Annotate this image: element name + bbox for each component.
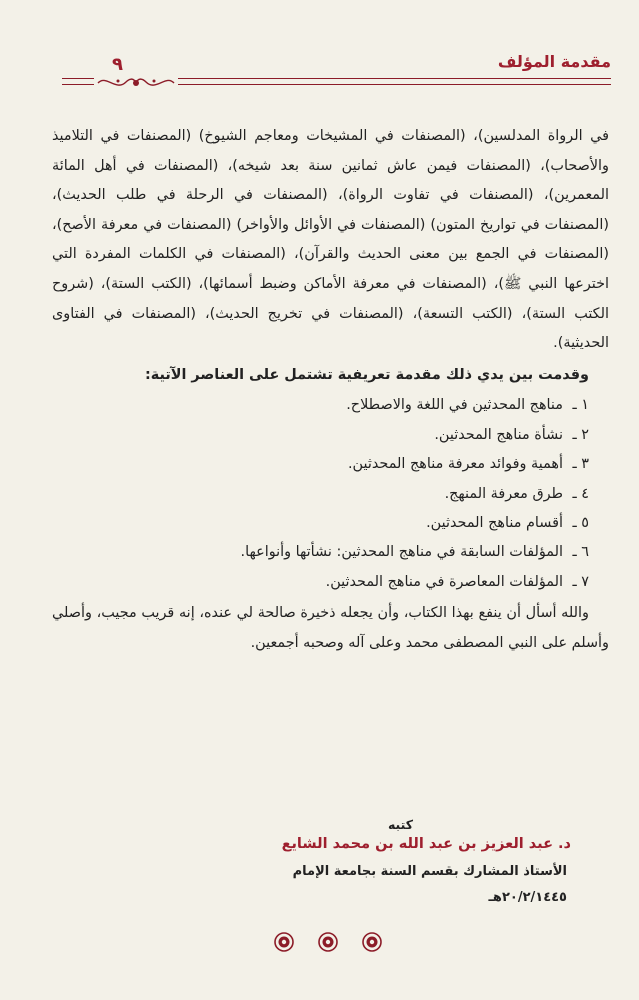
list-item [52,509,589,538]
flourish-ornament-icon [94,70,178,94]
item-text: أهمية وفوائد معرفة مناهج المحدثين. [347,456,563,473]
item-text: طرق معرفة المنهج. [444,485,563,502]
signature-label: كتبه [387,817,413,832]
page-number: ٩ [112,54,123,75]
list-item [52,421,589,450]
list-item [52,568,589,597]
author-role: الأستاذ المشارك بقسم السنة بجامعة الإمام [292,864,567,879]
item-number: ٥ ـ [572,514,589,531]
closing-prayer: والله أسأل أن ينفع بهذا الكتاب، وأن يجعله ذخيرة صالحة لي عنده، إنه قريب مجيب، وأصلي وأسلم على النبي المصطفى محمد وعلى آله وصحبه أجمعين. [52,605,609,651]
item-text: مناهج المحدثين في اللغة والاصطلاح. [346,397,563,414]
list-item [52,450,589,479]
elements-lead: وقدمت بين يدي ذلك مقدمة تعريفية تشتمل على العناصر الآتية: [145,366,589,383]
item-text: المؤلفات المعاصرة في مناهج المحدثين. [325,573,563,590]
item-number: ٧ ـ [572,573,589,590]
intro-paragraph: في الرواة المدلسين)، (المصنفات في المشيخات ومعاجم الشيوخ) (المصنفات في التلاميذ والأصحاب)، (المصنفات فيمن عاش ثمانين سنة بعد شيخه)، (المصنفات في أهل المائة المعمرين)، (المصنفات في تفاوت الرواة)، (المصنفات في الرحلة في طلب الحديث)، (المصنفات في تواريخ المتون) (المصنفات في الأوائل والأواخر) (المصنفات في معرفة الأصح)، (المصنفات في الجمع بين معنى الحديث والقرآن)، (المصنفات في الكلمات المفردة التي اخترعها النبي ﷺ)، (المصنفات في معرفة الأماكن وضبط أسمائها)، (الكتب الستة)، (شروح الكتب الستة)، (الكتب التسعة)، (المصنفات في تخريج الحديث)، (المصنفات في الفتاوى الحديثية). [52,128,609,352]
signature-date: ٢٠/٢/١٤٤٥هـ [488,890,567,905]
item-number: ١ ـ [572,397,589,414]
main-text [52,122,609,658]
item-number: ٤ ـ [572,485,589,502]
item-text: نشأة مناهج المحدثين. [434,426,563,443]
list-item [52,538,589,567]
list-item [52,391,589,420]
item-number: ٦ ـ [572,544,589,561]
author-name: د. عبد العزيز بن عبد الله بن محمد الشايع [281,836,571,852]
item-number: ٢ ـ [572,426,589,443]
list-item [52,480,589,509]
elements-list [52,391,609,597]
item-number: ٣ ـ [572,456,589,473]
item-text: المؤلفات السابقة في مناهج المحدثين: نشأتها وأنواعها. [240,544,563,561]
rosette-ornament-icon [268,928,388,956]
running-header-title: مقدمة المؤلف [497,52,611,71]
item-text: أقسام مناهج المحدثين. [426,514,563,531]
